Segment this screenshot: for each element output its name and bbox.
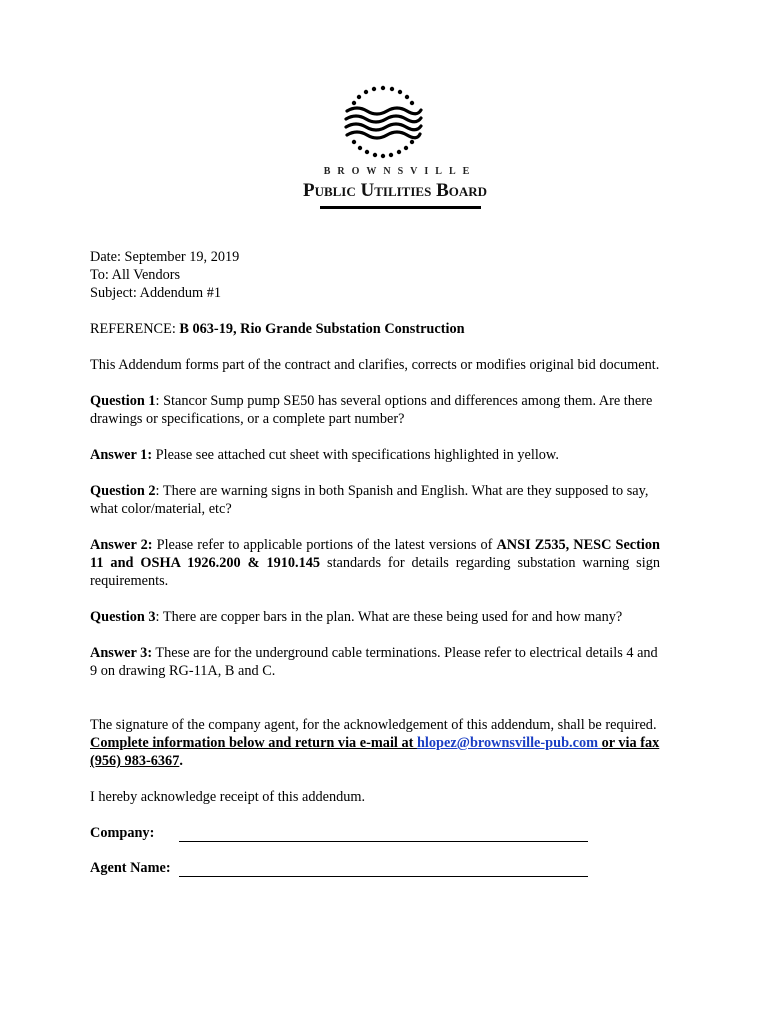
- question-3-text: : There are copper bars in the plan. What are these being used for and how many?: [155, 609, 623, 625]
- question-1: [90, 392, 660, 428]
- brand-divider: [320, 206, 481, 209]
- reference-label: REFERENCE:: [90, 321, 180, 337]
- company-field[interactable]: [179, 829, 588, 842]
- answer-3-label: Answer 3:: [90, 645, 153, 661]
- email-link[interactable]: hlopez@brownsville-pub.com: [416, 735, 602, 751]
- sentence-end: .: [179, 753, 183, 769]
- question-3-label: Question 3: [90, 609, 156, 625]
- question-2-label: Question 2: [90, 483, 156, 499]
- company-row: [90, 824, 660, 842]
- brand-city: BROWNSVILLE: [323, 166, 477, 177]
- answer-2-text-end: standards for details regarding substation warning sign requirements.: [90, 555, 661, 589]
- signature-text: The signature of the company agent, for the acknowledgement of this addendum, shall be required.: [90, 717, 657, 733]
- agent-name-field[interactable]: [179, 864, 588, 877]
- brand-name: Public Utilities Board: [302, 180, 488, 201]
- signature-instructions: [90, 716, 660, 770]
- answer-1: [90, 446, 660, 464]
- document-body: [90, 248, 660, 894]
- question-1-label: Question 1: [90, 393, 156, 409]
- company-label: Company:: [90, 825, 155, 841]
- answer-1-label: Answer 1:: [90, 447, 153, 463]
- intro-paragraph: This Addendum forms part of the contract and clarifies, corrects or modifies original bid document.: [90, 357, 660, 373]
- acknowledge-line: I hereby acknowledge receipt of this addendum.: [90, 789, 366, 805]
- answer-2-label: Answer 2:: [90, 537, 153, 553]
- pub-logo-icon: [341, 84, 425, 164]
- answer-1-text: Please see attached cut sheet with specifications highlighted in yellow.: [152, 447, 559, 463]
- question-3: [90, 608, 660, 626]
- return-instructions: Complete information below and return via e-mail at: [90, 735, 417, 751]
- fax-instructions: or via fax (956) 983-6367: [90, 735, 660, 769]
- question-2: [90, 482, 660, 518]
- answer-2: [90, 536, 660, 590]
- reference-value: B 063-19, Rio Grande Substation Construction: [179, 321, 465, 337]
- answer-3-text: These are for the underground cable terminations. Please refer to electrical details 4 and 9 on drawing RG-11A, B and C.: [90, 645, 658, 679]
- question-2-text: : There are warning signs in both Spanish and English. What are they supposed to say, what color/material, etc?: [90, 483, 649, 517]
- answer-2-standards: ANSI Z535, NESC Section 11 and OSHA 1926.200 & 1910.145: [90, 537, 660, 571]
- to-line: To: All Vendors: [90, 267, 181, 283]
- question-1-text: : Stancor Sump pump SE50 has several options and differences among them. Are there drawings or specifications, or a complete part number?: [90, 393, 653, 427]
- answer-2-text: Please refer to applicable portions of the latest versions of: [152, 537, 497, 553]
- date-line: Date: September 19, 2019: [90, 249, 240, 265]
- answer-3: [90, 644, 660, 680]
- subject-line: Subject: Addendum #1: [90, 285, 222, 301]
- reference-line: [90, 320, 660, 338]
- agent-name-label: Agent Name:: [90, 860, 171, 876]
- agent-row: [90, 859, 660, 877]
